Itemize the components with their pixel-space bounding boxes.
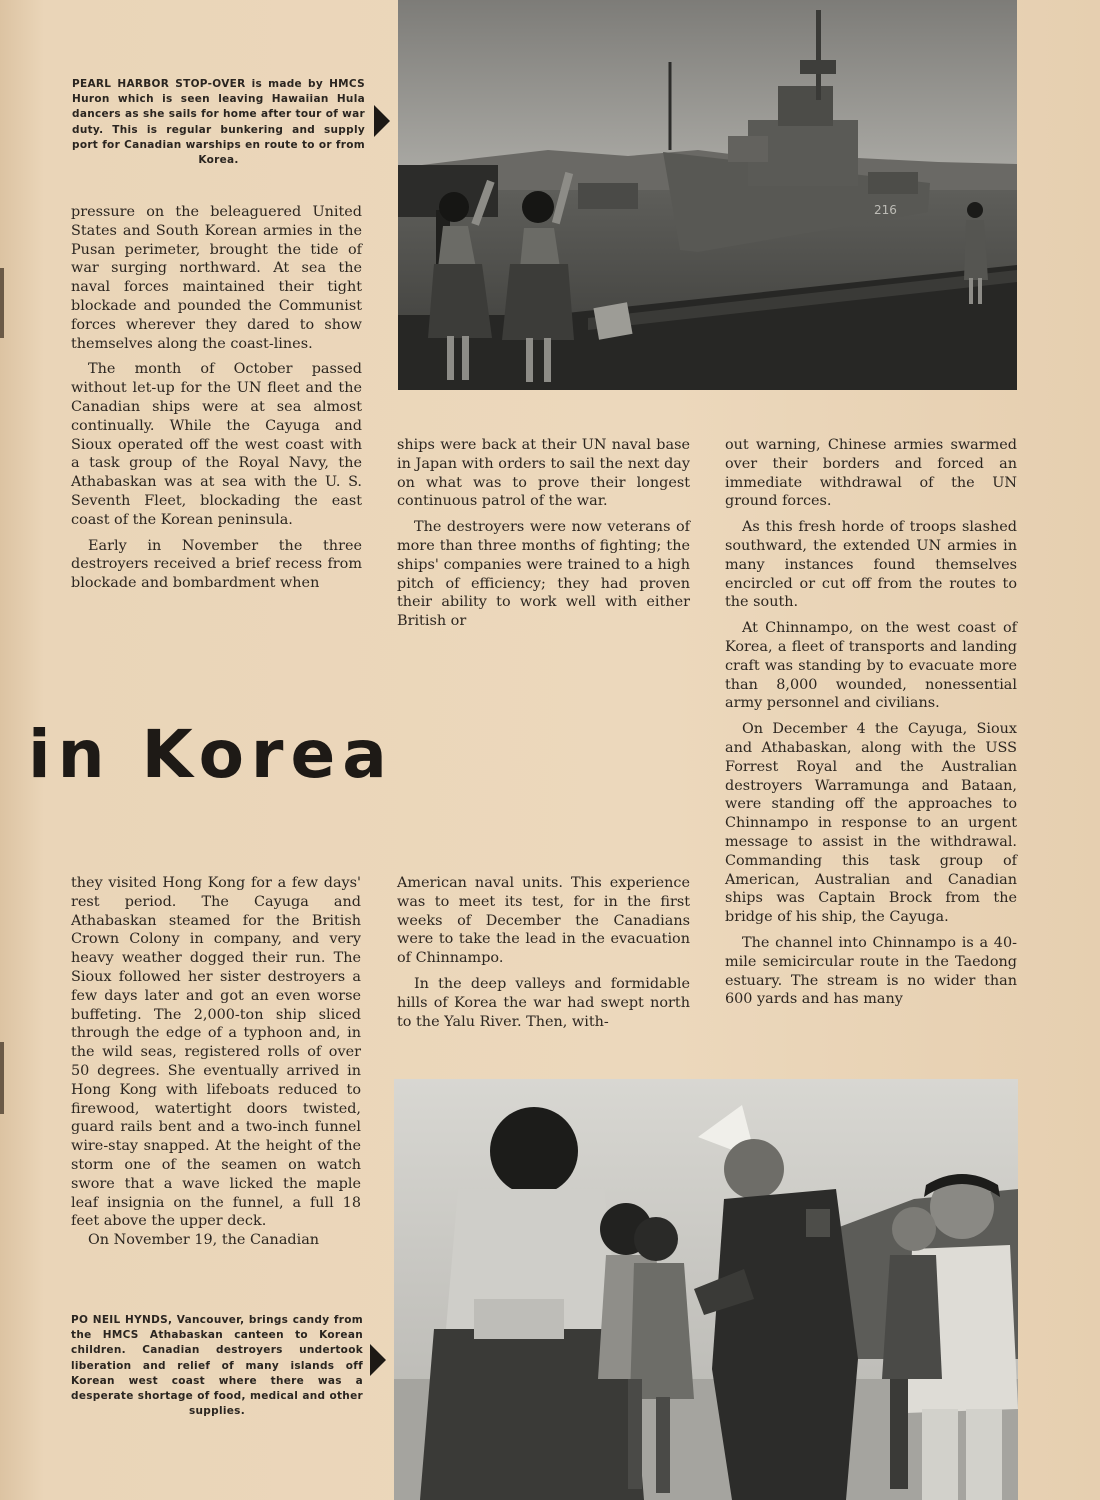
bottom-photo-caption: PO NEIL HYNDS, Vancouver, brings candy from the HMCS Athabaskan canteen to Korean children. Canadian destroyers undertook liberation and relief of many islands off Korean west coast where there was a desperate shortage of food, medical and other supplies.	[71, 1314, 363, 1418]
svg-text:216: 216	[874, 203, 897, 217]
pearl-harbor-photo	[398, 0, 1017, 390]
paragraph: American naval units. This experience was to meet its test, for in the first weeks of December the Canadians were to take the lead in the evacuation of Chinnampo.	[397, 875, 690, 967]
paragraph: out warning, Chinese armies swarmed over their borders and forced an immediate withdrawal of the UN ground forces.	[725, 437, 1017, 510]
paragraph: Early in November the three destroyers received a brief recess from blockade and bombardment when	[71, 537, 362, 592]
paragraph: In the deep valleys and formidable hills of Korea the war had swept north to the Yalu River. Then, with-	[397, 975, 690, 1030]
text-column-lower-middle	[397, 874, 690, 1031]
paragraph: they visited Hong Kong for a few days' rest period. The Cayuga and Athabaskan steamed for the British Crown Colony in company, and very heavy weather dogged their run. The Sioux followed her sister destroyers a few days later and got an even worse buffeting. The 2,000-ton ship sliced through the edge of a typhoon and, in the wild seas, registered rolls of over 50 degrees. She eventually arrived in Hong Kong with lifeboats reduced to firewood, watertight doors twisted, guard rails bent and a two-inch funnel wire-stay snapped. At the height of the storm one of the seamen on watch swore that a wave licked the maple leaf insignia on the funnel, a full 18 feet above the upper deck.	[71, 875, 361, 1230]
text-column-upper-middle	[397, 436, 690, 631]
text-column-right	[725, 436, 1017, 1009]
caption-pointer-arrow-icon	[370, 1344, 386, 1376]
paragraph: The destroyers were now veterans of more than three months of fighting; the ships' companies were trained to a high pitch of efficiency; they had proven their ability to work well with either British or	[397, 519, 690, 630]
page-headline: in Korea	[28, 716, 394, 793]
binding-staple-bottom	[0, 1042, 4, 1114]
paragraph: The month of October passed without let-up for the UN fleet and the Canadian ships were at sea almost continually. While the Cayuga and Sioux operated off the west coast with a task group of the Royal Navy, the Athabaskan was at sea with the U. S. Seventh Fleet, blockading the east coast of the Korean peninsula.	[71, 361, 362, 528]
paragraph: The channel into Chinnampo is a 40-mile semicircular route in the Taedong estuary. The stream is no wider than 600 yards and has many	[725, 934, 1017, 1008]
paragraph: On November 19, the Canadian	[88, 1232, 320, 1249]
paragraph: At Chinnampo, on the west coast of Korea, a fleet of transports and landing craft was standing by to evacuate more than 8,000 wounded, nonessential army personnel and civilians.	[725, 620, 1017, 712]
korean-children-photo	[394, 1079, 1018, 1500]
top-photo-caption: PEARL HARBOR STOP-OVER is made by HMCS Huron which is seen leaving Hawaiian Hula dancers as she sails for home after tour of war duty. This is regular bunkering and supply port for Canadian warships en route to or from Korea.	[72, 78, 365, 167]
text-column-upper-left	[71, 203, 362, 593]
caption-pointer-arrow-icon	[374, 105, 390, 137]
text-column-lower-left	[71, 874, 361, 1250]
paragraph: On December 4 the Cayuga, Sioux and Athabaskan, along with the USS Forrest Royal and the Australian destroyers Warramunga and Bataan, were standing off the approaches to Chinnampo in response to an urgent message to assist in the withdrawal. Commanding this task group of American, Australian and Canadian ships was Captain Brock from the bridge of his ship, the Cayuga.	[725, 721, 1017, 926]
paragraph: pressure on the beleaguered United States and South Korean armies in the Pusan perimeter, brought the tide of war surging northward. At sea the naval forces maintained their tight blockade and pounded the Communist forces wherever they dared to show themselves along the coast-lines.	[71, 204, 362, 352]
paragraph: As this fresh horde of troops slashed southward, the extended UN armies in many instances found themselves encircled or cut off from the routes to the south.	[725, 519, 1017, 611]
binding-staple-top	[0, 268, 4, 338]
paragraph: ships were back at their UN naval base in Japan with orders to sail the next day on what was to prove their longest continuous patrol of the war.	[397, 437, 690, 510]
